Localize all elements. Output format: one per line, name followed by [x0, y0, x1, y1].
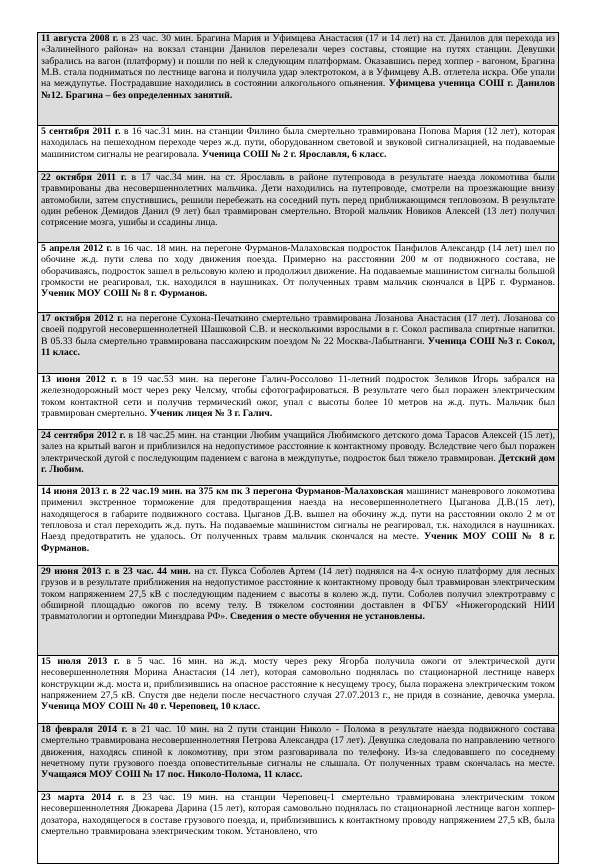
- incident-entry: [38, 126, 558, 172]
- incident-date: 24 сентября 2012 г.: [41, 430, 126, 441]
- incident-date: 18 февраля 2014 г.: [41, 724, 128, 735]
- incident-entry: [38, 656, 558, 724]
- incident-school: Уфимцева ученица СОШ г. Данилов №12. Брагина – без определенных занятий.: [41, 78, 555, 101]
- incident-date: 11 августа 2008 г.: [41, 33, 119, 44]
- incident-school: Учащаяся МОУ СОШ № 17 пос. Николо-Полома, 11 класс.: [41, 769, 303, 781]
- incident-school: Ученица МОУ СОШ № 40 г. Череповец, 10 класс.: [41, 701, 261, 713]
- incident-school: Ученик лицея № 3 г. Галич.: [149, 408, 273, 420]
- incident-entry: [38, 33, 558, 126]
- incident-date: 23 марта 2014 г.: [41, 792, 124, 803]
- incident-entry: [38, 430, 558, 486]
- incident-entry: [38, 486, 558, 566]
- incident-date: 17 октября 2012 г.: [41, 313, 124, 324]
- incidents-table: [37, 32, 559, 864]
- incident-date: 14 июня 2013 г. в 22 час.19 мин. на 375 км пк 3 перегона Фурманов-Малаховская: [41, 486, 404, 497]
- incident-description: в 19 час.53 мин. на перегоне Галич-Россолово 11-летний подросток Зеликов Игорь забрался на железнодорожный мост через реку Челсму, чтобы сфотографироваться. В результате чего был поражен электрическим током контактной сети и получив термический ожог, упал с высоты более 10 метров на ж.д. путь. Мальчик был травмирован смертельно.: [41, 374, 556, 420]
- incident-date: 22 октября 2011 г.: [41, 172, 127, 183]
- incident-school: Ученица СОШ №3 г. Сокол, 11 класс.: [41, 335, 556, 359]
- incident-description: в 18 час.25 мин. на станции Любим учащийся Любимского детского дома Тарасов Алексей (15 лет), залез на крытый вагон и приблизился на недопустимое расстояние к контактному проводу. Вследствие чего был поражен электрической дугой с последующим падением с вагона в междупутье, подросток был тяжело травмирован.: [41, 430, 555, 464]
- incident-date: 5 апреля 2012 г.: [41, 243, 113, 254]
- incident-description: в 5 час. 16 мин. на ж.д. мосту через реку Ягорба получила ожоги от электрической дуги несовершеннолетняя Морина Анастасия (14 лет), которая самовольно поднялась по стационарной лестнице наверх конструкции ж.д. моста и, приблизившись на опасное расстояние к несущему тросу, была поражена электрическим током напряжением 27,5 кВ. Спустя две недели после несчастного случая 27.07.2013 г., не придя в сознание, девочка умерла.: [41, 656, 556, 702]
- incident-school: Сведения о месте обучения не установлены.: [230, 611, 425, 623]
- incident-entry: [38, 566, 558, 656]
- incident-school: Ученица СОШ № 2 г. Ярославля, 6 класс.: [201, 148, 387, 160]
- incident-description: в 16 час. 18 мин. на перегоне Фурманов-Малаховская подросток Панфилов Александр (14 лет) шел по обочине ж.д. пути слева по ходу движения поезда. Примерно на расстоянии 200 м от подвижного состава, не оборачиваясь, подросток зашел в рельсовую колею и продолжил движение. На подаваемые машинистом сигналы большой громкости не реагировал, т.к. находился в наушниках. От полученных травм мальчик скончался в ЦРБ г. Фурманов.: [41, 243, 555, 289]
- incident-description: в 16 час.31 мин. на станции Филино была смертельно травмирована Попова Мария (12 лет), которая находилась на пешеходном переходе через ж.д. пути, оборудованном световой и звуковой сигнализацией, на подаваемые машинистом сигналы не реагировала.: [41, 126, 555, 160]
- incident-description: на перегоне Сухона-Печаткино смертельно травмирована Лозанова Анастасия (17 лет). Лозанова со своей подругой несовершеннолетней Шашковой С.В. и несколькими взрослыми в г. Сокол распивала спиртные напитки. В 05.33 была смертельно травмирована пассажирским поездом № 22 Москва-Лабытнанги.: [41, 313, 555, 347]
- incident-date: 13 июня 2012 г.: [41, 374, 117, 385]
- incident-description: в 17 час.34 мин. на ст. Ярославль в районе путепровода в результате наезда локомотива были травмированы два несовершеннолетних мальчика. Дети находились на путепроводе, смотрели на проезжающие внизу автомобили, затем спустившись, решили перебежать на соседний путь перед приближающимся тепловозом. В результате один ребенок Демидов Данил (9 лет) был травмирован смертельно. Второй мальчик Новиков Алексей (13 лет) получил сотрясение мозга, ушибы и ссадины лица.: [41, 172, 555, 229]
- incident-date: 5 сентября 2011 г.: [41, 126, 121, 137]
- incident-date: 15 июля 2013 г.: [41, 656, 120, 667]
- incident-entry: [38, 313, 558, 374]
- incident-school: Детский дом г. Любим.: [41, 452, 555, 476]
- incident-entry: [38, 792, 558, 863]
- incident-entry: [38, 243, 558, 313]
- incident-entry: [38, 172, 558, 243]
- incident-description: в 23 час. 19 мин. на станции Череповец-1 смертельно травмирована электрическим током несовершеннолетняя Дюкарева Дарина (15 лет), которая самовольно поднялась по стационарной лестнице вагон хоппер-дозатора, находящегося в составе грузового поезда, и, приблизившись к контактному проводу напряжением 27,5 кВ, была смертельно травмирована электрическим током. Установлено, что: [41, 792, 556, 838]
- incident-date: 29 июня 2013 г. в 23 час. 44 мин.: [41, 566, 191, 577]
- incident-entry: [38, 724, 558, 792]
- incident-description: машинист маневрового локомотива применил экстренное торможение для предотвращения наезда на несовершеннолетнего Цыганова Д.В.(15 лет), находящегося в габарите подвижного состава. Цыганов Д.В. вышел на обочину ж.д. пути на расстоянии около 2 м от тепловоза и стал переходить ж.д. путь. На подаваемые машинистом сигналы не реагировал, т.к. находился в наушниках. Наезд предотвратить не удалось. От полученных травм мальчик скончался на месте.: [41, 486, 555, 543]
- incident-description: в 21 час. 10 мин. на 2 пути станции Николо - Полома в результате наезда подвижного состава смертельно травмирована несовершеннолетняя Петрова Александра (17 лет). Девушка следовала по направлению четного движения, находясь спиной к локомотиву, при этом разговаривала по телефону. Из-за следовавшего по соседнему нечетному пути грузового поезда оповестительные сигналы не слышала. От полученных травм скончалась на месте.: [41, 724, 555, 770]
- incident-entry: [38, 374, 558, 430]
- incident-description: на ст. Пукса Соболев Артем (14 лет) поднялся на 4-х осную платформу для лесных грузов и в результате приближения на недопустимое расстояние к контактному проводу был травмирован электрическим током напряжением 27,5 кВ с последующим падением с высоты в колею ж.д. пути. Соболев получил электротравму с обширной площадью ожогов по всему телу. В тяжелом состоянии доставлен в ФГБУ «Нижегородский НИИ травматологии и ортопедии Минздрава РФ».: [41, 566, 555, 623]
- incident-school: Ученик МОУ СОШ № 8 г. Фурманов.: [41, 531, 555, 554]
- incident-description: в 23 час. 30 мин. Брагина Мария и Уфимцева Анастасия (17 и 14 лет) на ст. Данилов для перехода из «Залинейного района» на вокзал станции Данилов перелезали через составы, стоящие на путях станции. Девушки забрались на вагон (платформу) и пошли по ней к следующим платформам. Оказавшись перед хоппер - вагоном, Брагина М.В. стала подниматься по лестнице вагона и получила удар электротоком, а в Уфимцеву А.В. отлетела искра. Обе упали на междупутье. Пострадавшие находились в состоянии алкогольного опьянения.: [41, 33, 556, 90]
- incident-school: Ученик МОУ СОШ № 8 г. Фурманов.: [41, 288, 208, 300]
